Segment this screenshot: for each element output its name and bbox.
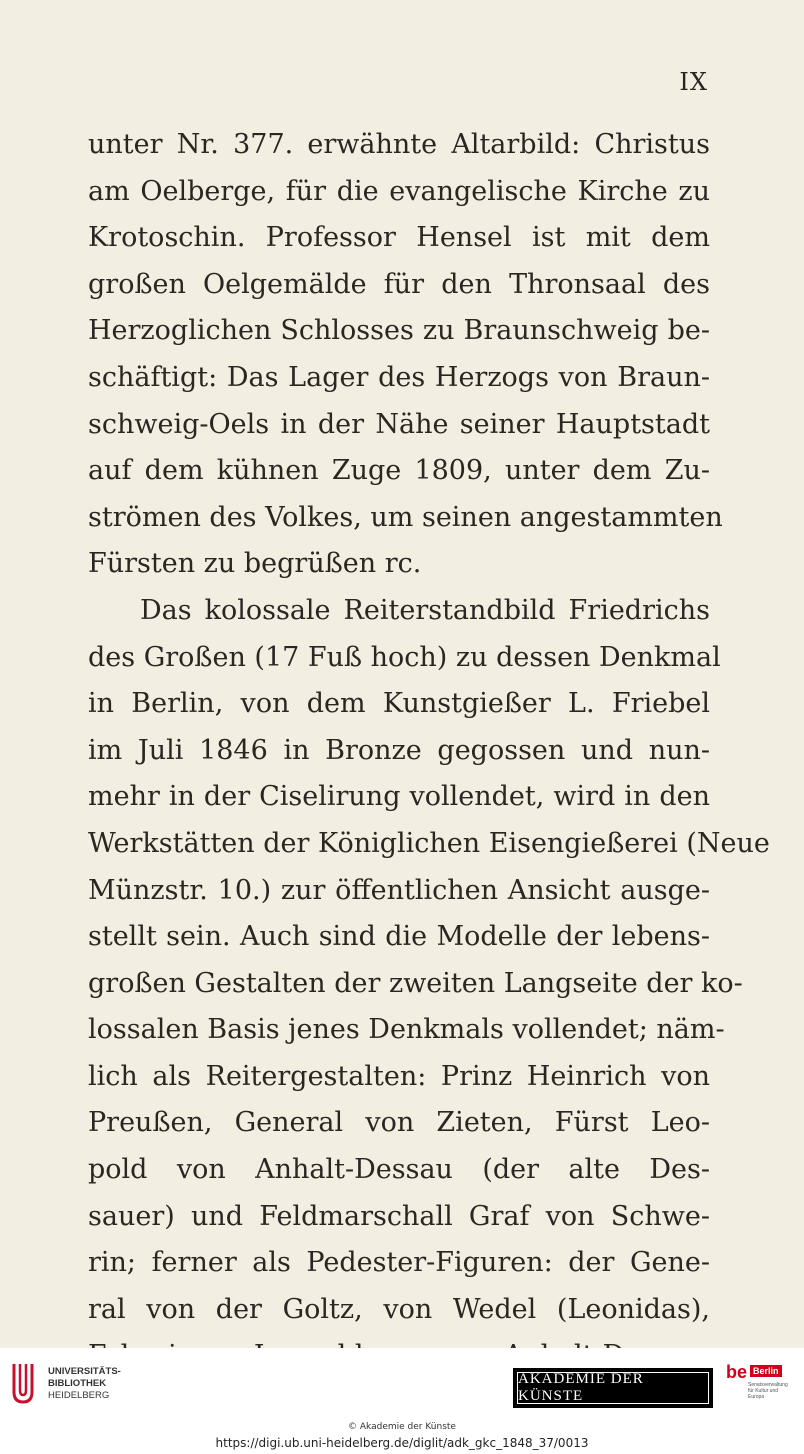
berlin-logo-sub2: für Kultur und Europa (748, 1388, 779, 1400)
library-name-line3: HEIDELBERG (48, 1390, 110, 1401)
permalink-url[interactable]: https://digi.ub.uni-heidelberg.de/diglit/adk_gkc_1848_37/0013 (215, 1436, 589, 1450)
text-line: Preußen, General von Zieten, Fürst Leo- (88, 1107, 710, 1139)
text-line: Krotoschin. Professor Hensel ist mit dem (88, 222, 710, 254)
text-line: sauer) und Feldmarschall Graf von Schwe- (88, 1200, 710, 1232)
text-line: Fürsten zu begrüßen rc. (88, 548, 422, 580)
text-line: großen Gestalten der zweiten Langseite der ko- (88, 967, 743, 999)
text-line: des Großen (17 Fuß hoch) zu dessen Denkmal (88, 641, 721, 673)
text-line: in Berlin, von dem Kunstgießer L. Friebel (88, 688, 710, 720)
berlin-logo[interactable] (726, 1362, 792, 1408)
text-line: lich als Reitergestalten: Prinz Heinrich von (88, 1060, 710, 1092)
berlin-logo-box: Berlin (750, 1365, 782, 1377)
text-line: Münzstr. 10.) zur öffentlichen Ansicht ausge- (88, 874, 710, 906)
library-logo[interactable] (10, 1362, 180, 1410)
text-line: ral von der Goltz, von Wedel (Leonidas), (88, 1293, 710, 1325)
text-line: großen Oelgemälde für den Thronsaal des (88, 268, 710, 300)
library-name (48, 1366, 121, 1402)
text-line: Herzoglichen Schlosses zu Braunschweig be- (88, 315, 710, 347)
text-line: stellt sein. Auch sind die Modelle der lebens- (88, 921, 710, 953)
berlin-logo-be: be (726, 1362, 748, 1382)
page-number: IX (679, 68, 708, 96)
text-line: schweig-Oels in der Nähe seiner Hauptstadt (88, 408, 710, 440)
text-line: rin; ferner als Pedester-Figuren: der Gene- (88, 1247, 710, 1279)
text-line: mehr in der Ciselirung vollendet, wird in den (88, 781, 710, 813)
text-line: lossalen Basis jenes Denkmals vollendet; näm- (88, 1014, 725, 1046)
text-line: im Juli 1846 in Bronze gegossen und nun- (88, 734, 710, 766)
text-line: strömen des Volkes, um seinen angestammten (88, 501, 723, 533)
text-line: unter Nr. 377. erwähnte Altarbild: Christus (88, 129, 710, 160)
akademie-label: AKADEMIE DER KÜNSTE (517, 1372, 709, 1404)
text-line: pold von Anhalt-Dessau (der alte Des- (88, 1154, 710, 1186)
copyright-notice: © Akademie der Künste (348, 1422, 456, 1432)
text-line: am Oelberge, für die evangelische Kirche zu (88, 175, 710, 207)
library-name-line1: UNIVERSITÄTS- (48, 1366, 121, 1377)
text-line: auf dem kühnen Zuge 1809, unter dem Zu- (88, 455, 710, 487)
akademie-logo[interactable] (513, 1368, 713, 1408)
text-line: schäftigt: Das Lager des Herzogs von Braun- (88, 361, 710, 393)
text-line: Das kolossale Reiterstandbild Friedrichs (140, 594, 710, 626)
footer (0, 1348, 804, 1454)
ub-heidelberg-logo-icon (10, 1362, 36, 1406)
body-text (88, 122, 770, 1380)
library-name-line2: BIBLIOTHEK (48, 1378, 107, 1389)
berlin-logo-sub1: Senatsverwaltung (748, 1382, 788, 1388)
berlin-logo-sub (748, 1382, 792, 1400)
text-line: Werkstätten der Königlichen Eisengießerei (Neue (88, 827, 770, 859)
